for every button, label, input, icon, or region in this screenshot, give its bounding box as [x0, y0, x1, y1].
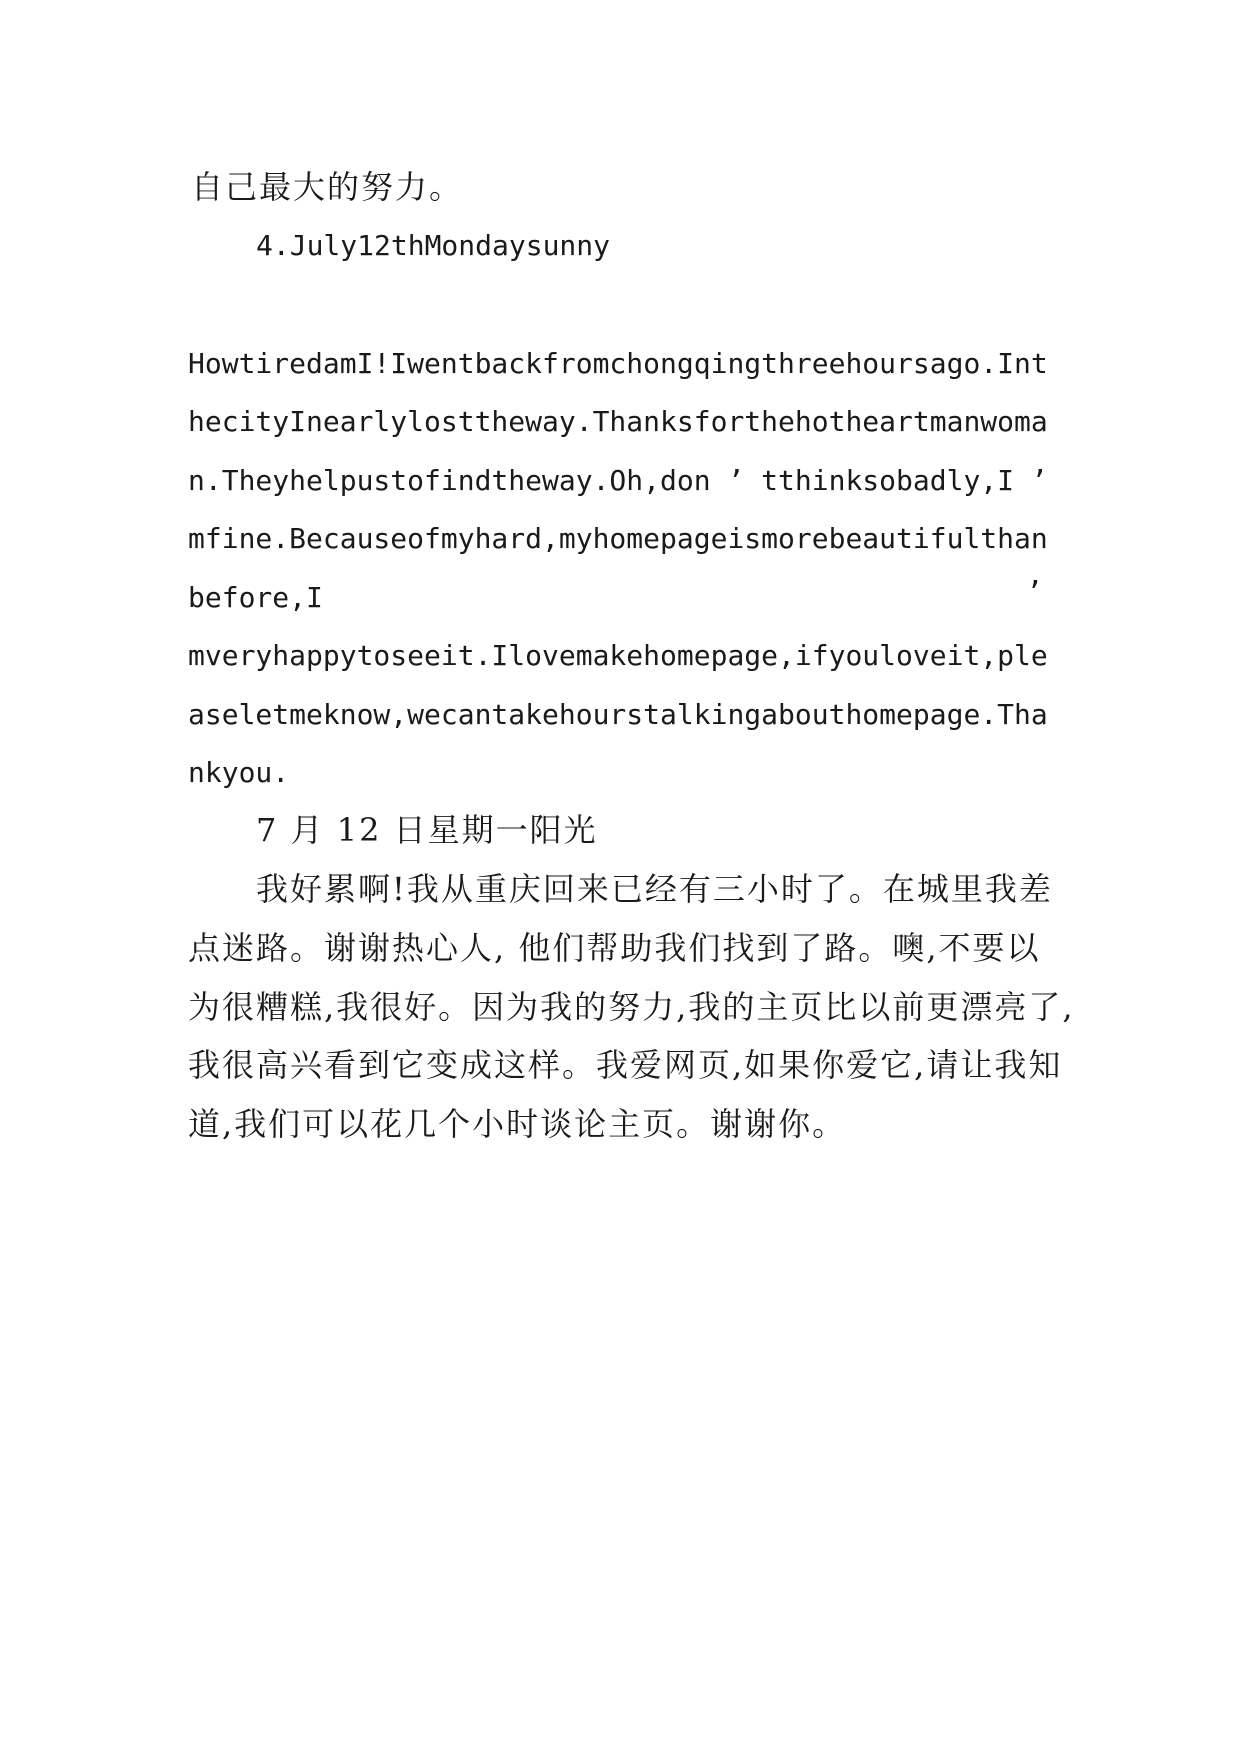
chinese-paragraph-line: 道,我们可以花几个小时谈论主页。谢谢你。	[188, 1105, 847, 1143]
english-paragraph-line: mveryhappytoseeit.Ilovemakehomepage,ifyouloveit,ple	[188, 639, 1048, 672]
english-paragraph-line: aseletmeknow,wecantakehourstalkingabouthomepage.Tha	[188, 698, 1048, 731]
chinese-paragraph-line: 我好累啊!我从重庆回来已经有三小时了。在城里我差	[256, 870, 1053, 908]
english-paragraph-line: hecityInearlylosttheway.Thanksforthehotheartmanwoma	[188, 405, 1048, 438]
english-paragraph-line: HowtiredamI!Iwentbackfromchongqingthreehoursago.Int	[188, 347, 1048, 380]
english-paragraph-line: n.Theyhelpustofindtheway.Oh,don ’ tthinksobadly,I ’	[188, 464, 1048, 497]
diary-heading-chinese: 7 月 12 日星期一阳光	[256, 811, 598, 849]
english-paragraph-line: ’	[1026, 575, 1043, 608]
chinese-paragraph-line: 为很糟糕,我很好。因为我的努力,我的主页比以前更漂亮了,	[188, 988, 1075, 1026]
text-fragment: 自己最大的努力。	[191, 168, 464, 206]
english-paragraph-line: before,I	[188, 581, 323, 614]
english-paragraph-line: mfine.Becauseofmyhard,myhomepageismorebeautifulthan	[188, 522, 1048, 555]
english-paragraph-line: nkyou.	[188, 756, 290, 789]
chinese-paragraph-line: 点迷路。谢谢热心人, 他们帮助我们找到了路。噢,不要以	[188, 929, 1041, 967]
chinese-paragraph-line: 我很高兴看到它变成这样。我爱网页,如果你爱它,请让我知	[188, 1046, 1063, 1084]
diary-heading-english: 4.July12thMondaysunny	[256, 229, 611, 262]
